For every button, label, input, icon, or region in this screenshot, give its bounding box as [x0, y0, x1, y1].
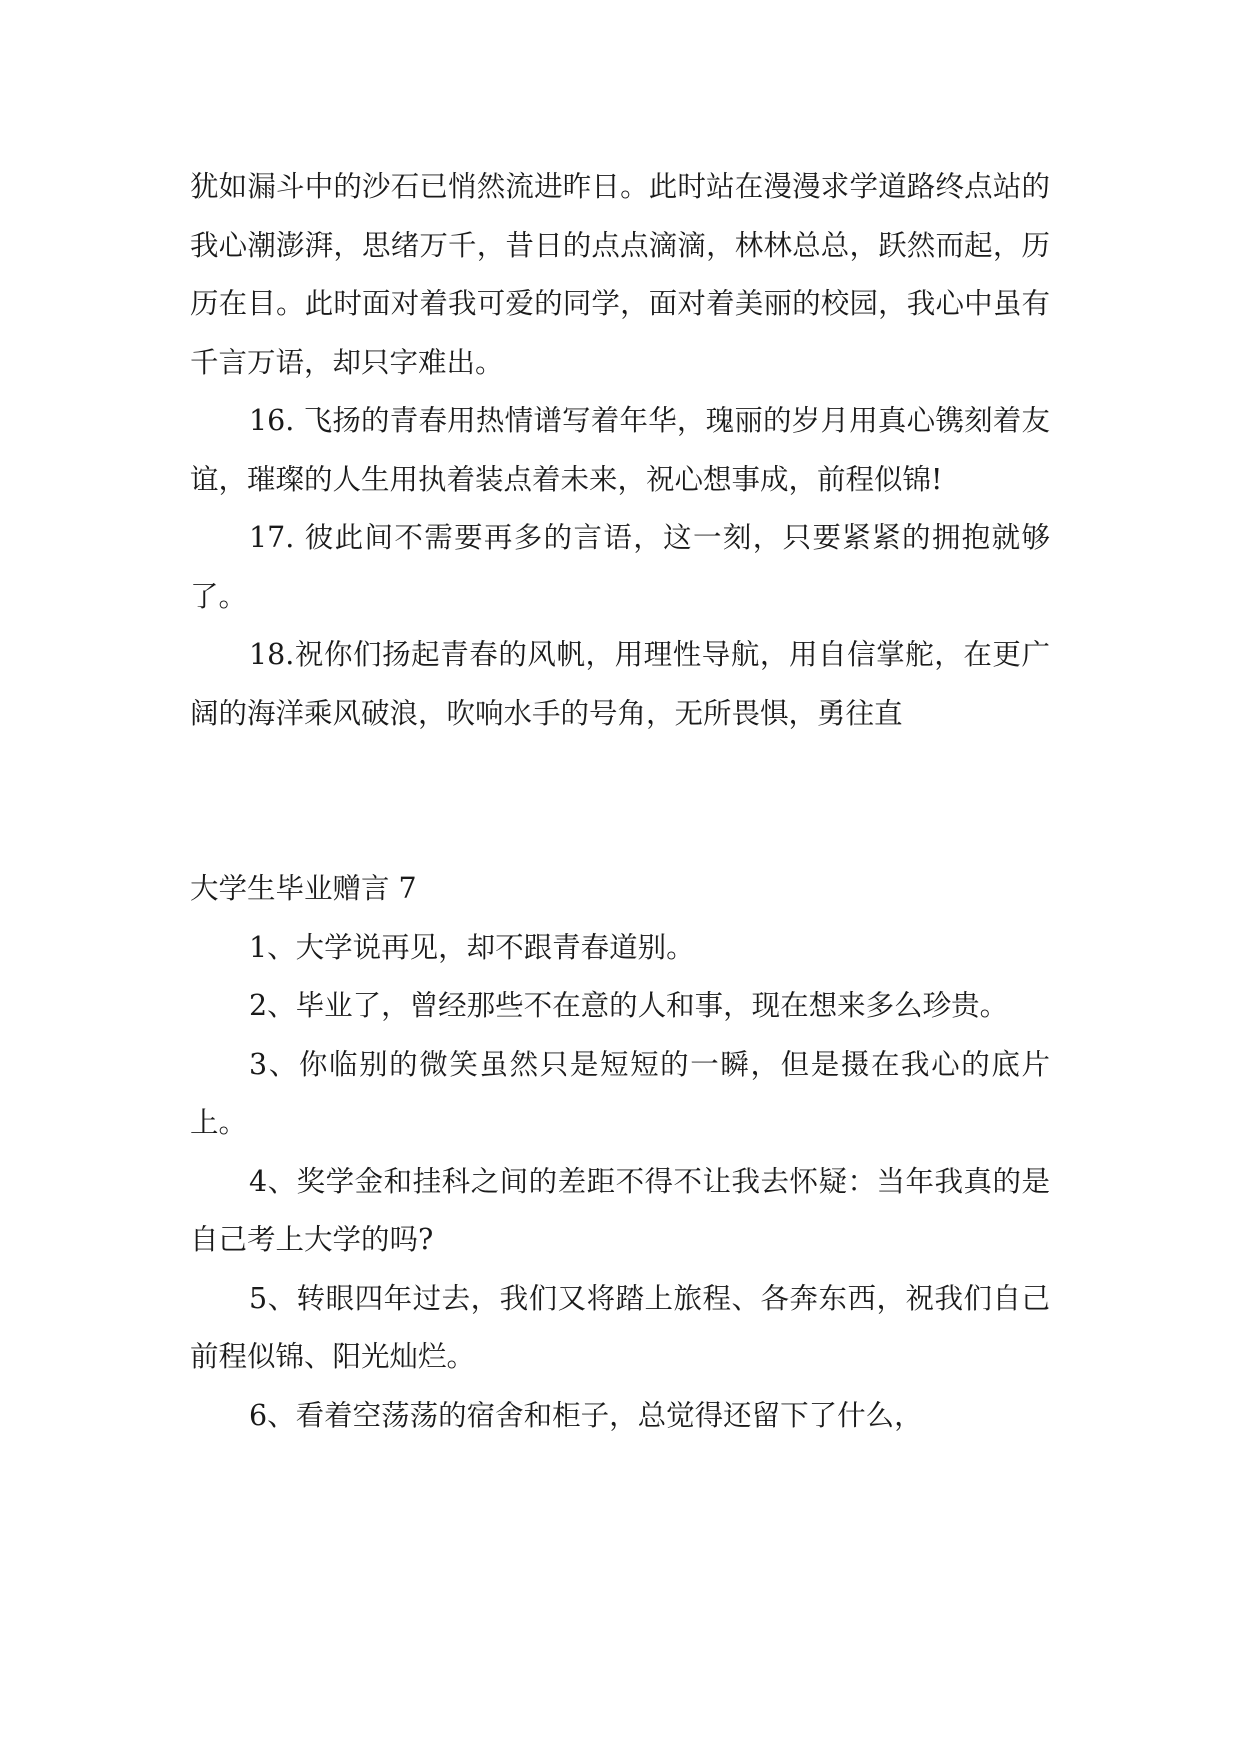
paragraph-continuation: 犹如漏斗中的沙石已悄然流进昨日。此时站在漫漫求学道路终点站的我心潮澎湃，思绪万千，昔日的点点滴滴，林林总总，跃然而起，历历在目。此时面对着我可爱的同学，面对着美丽的校园，我心中虽有千言万语，却只字难出。: [190, 170, 1050, 379]
section-title: 大学生毕业赠言 7: [190, 872, 417, 905]
paragraph-16: 16. 飞扬的青春用热情谱写着年华，瑰丽的岁月用真心镌刻着友谊，璀璨的人生用执着装点着未来，祝心想事成，前程似锦!: [190, 404, 1050, 496]
list-item-5: 5、转眼四年过去，我们又将踏上旅程、各奔东西，祝我们自己前程似锦、阳光灿烂。: [190, 1281, 1050, 1373]
paragraph-17: 17. 彼此间不需要再多的言语，这一刻，只要紧紧的拥抱就够了。: [190, 521, 1050, 613]
list-item-2: 2、毕业了，曾经那些不在意的人和事，现在想来多么珍贵。: [249, 989, 1009, 1022]
list-item-4: 4、奖学金和挂科之间的差距不得不让我去怀疑：当年我真的是自己考上大学的吗?: [190, 1164, 1050, 1256]
list-item-6: 6、看着空荡荡的宿舍和柜子，总觉得还留下了什么，: [249, 1398, 923, 1432]
paragraph-18: 18.祝你们扬起青春的风帆，用理性导航，用自信掌舵，在更广阔的海洋乘风破浪，吹响水手的号角，无所畏惧，勇往直: [190, 638, 1050, 730]
document-body: [190, 158, 1050, 1445]
list-item-1: 1、大学说再见，却不跟青春道别。: [249, 930, 695, 964]
list-item-3: 3、你临别的微笑虽然只是短短的一瞬，但是摄在我心的底片上。: [190, 1047, 1050, 1139]
